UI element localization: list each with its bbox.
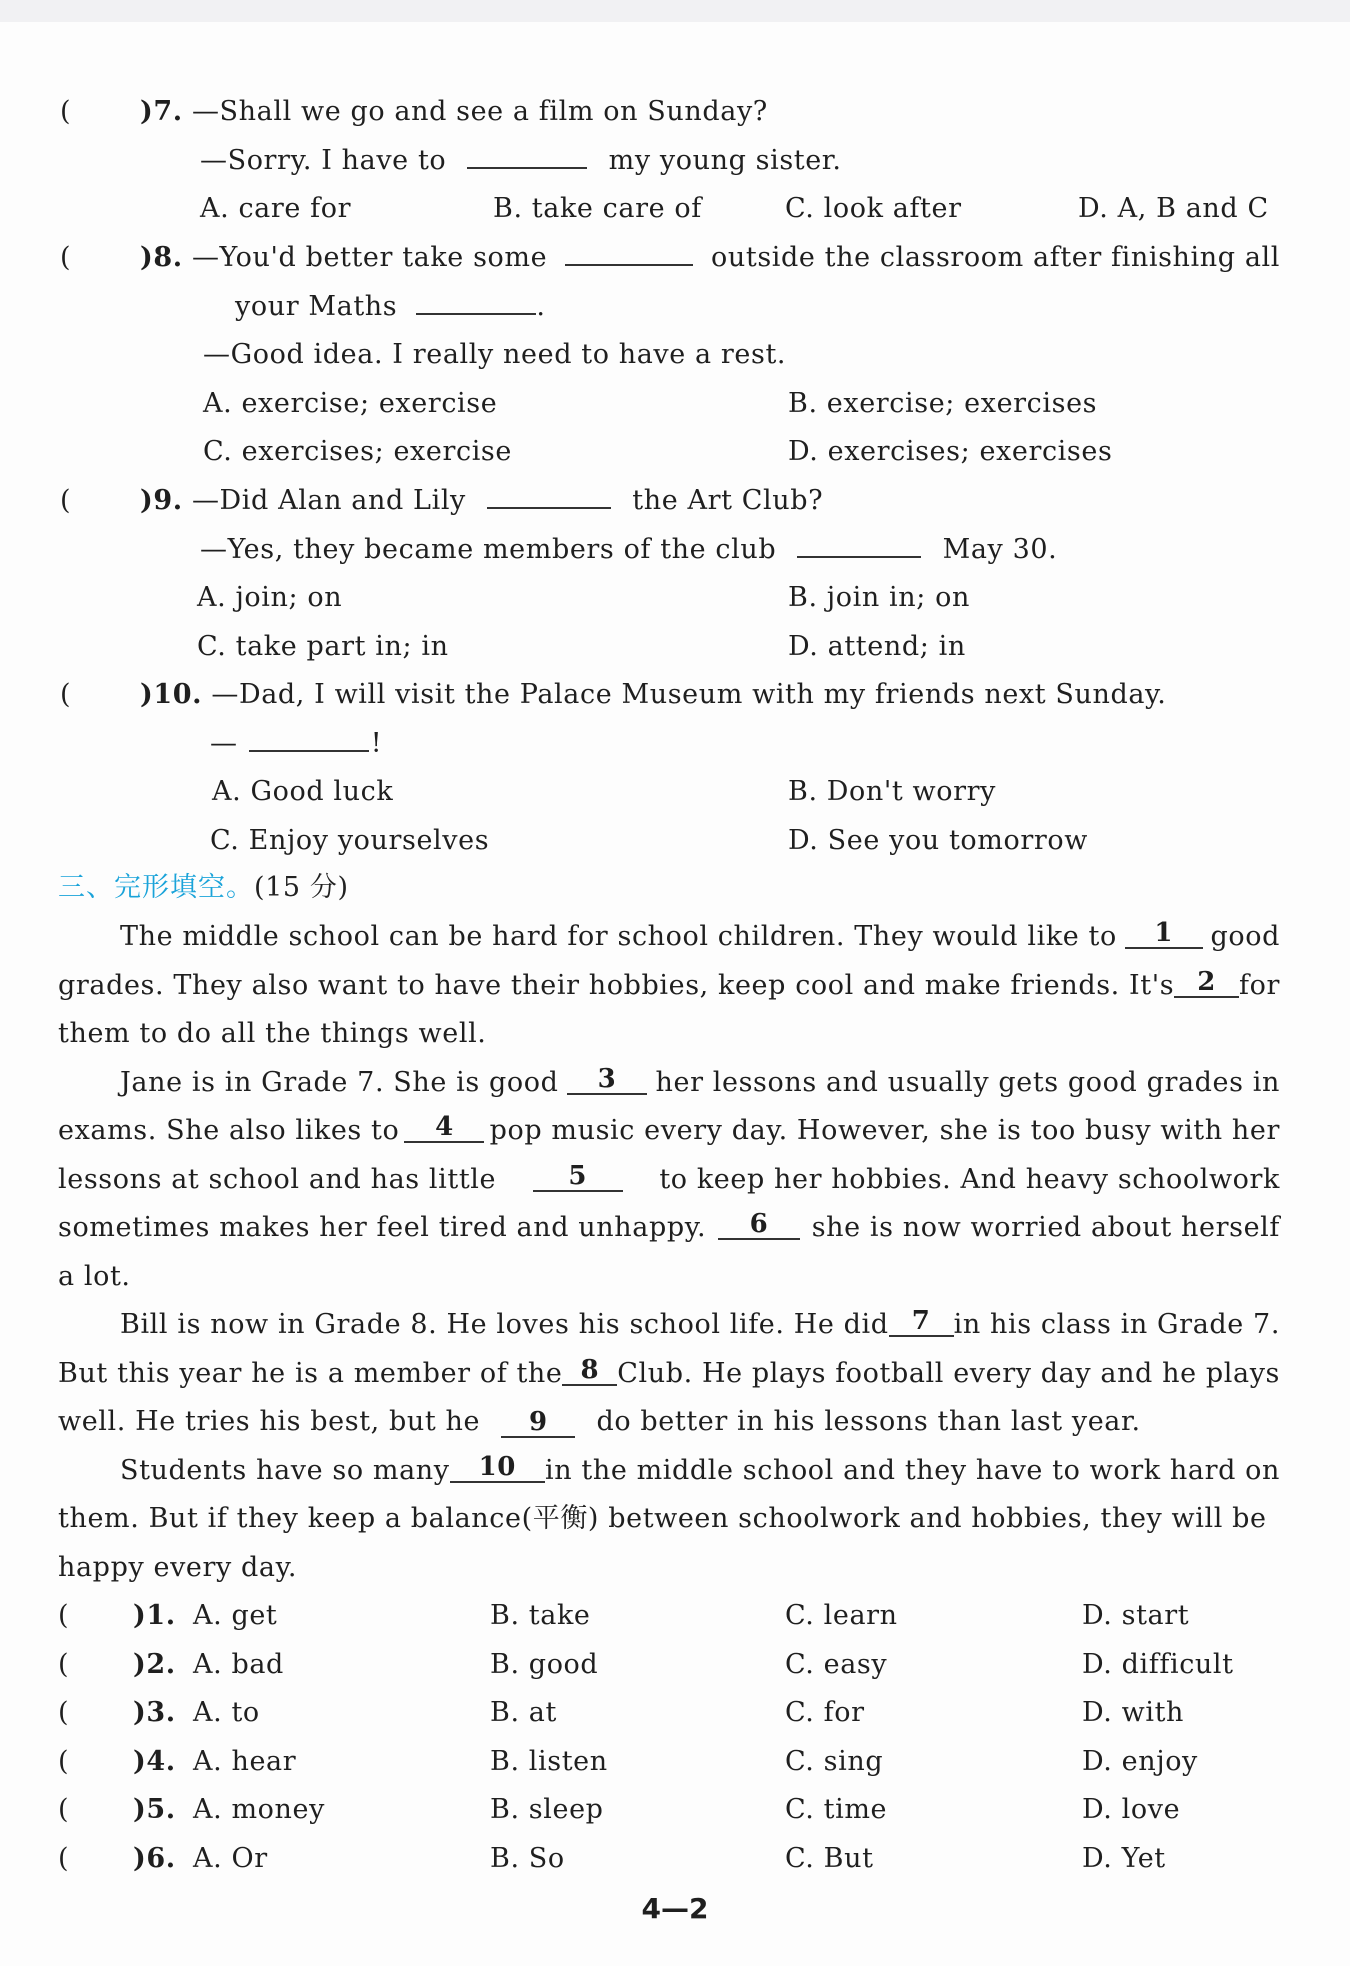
passage-line: [58, 1208, 1280, 1248]
option-d: D. love: [1082, 1794, 1181, 1825]
option-c: C. exercises; exercise: [203, 436, 512, 467]
answer-paren: (: [60, 96, 72, 127]
passage-text: sometimes makes her feel tired and unhappy.: [58, 1212, 707, 1243]
cloze-question-number: [133, 1693, 176, 1733]
option-c: C. learn: [785, 1600, 898, 1631]
answer-paren: (: [58, 1794, 70, 1825]
question-prompt: .: [536, 291, 546, 322]
passage-text: her lessons and usually gets good grades in: [655, 1067, 1280, 1098]
passage-line: happy every day.: [58, 1552, 298, 1583]
reply-text: !: [370, 728, 383, 759]
cloze-blank-2: 2: [1174, 966, 1239, 998]
passage-text: Club. He plays football every day and he plays: [617, 1358, 1280, 1389]
question-prompt: —You'd better take some: [191, 242, 548, 273]
answer-paren: (: [60, 242, 72, 273]
option-c: C. time: [785, 1794, 888, 1825]
cloze-question-number: [133, 1742, 176, 1782]
answer-paren: (: [58, 1697, 70, 1728]
cloze-blank-9: 9: [501, 1406, 575, 1438]
passage-text: for: [1239, 970, 1280, 1001]
question-8-reply: —Good idea. I really need to have a rest.: [203, 339, 787, 370]
reply-text: May 30.: [942, 534, 1058, 565]
question-prompt: the Art Club?: [632, 485, 824, 516]
option-d: D. difficult: [1082, 1649, 1234, 1680]
option-b: B. take care of: [493, 193, 702, 224]
question-number: )10.: [140, 679, 203, 710]
option-a: A. join; on: [197, 582, 343, 613]
option-b: B. join in; on: [788, 582, 970, 613]
option-a: A. Good luck: [212, 776, 394, 807]
passage-text: in the middle school and they have to work hard on: [544, 1455, 1280, 1486]
option-b: B. take: [490, 1600, 591, 1631]
passage-line: [120, 1305, 1280, 1345]
question-number: )4.: [133, 1746, 176, 1777]
cloze-question-number: [133, 1645, 176, 1685]
option-a: A. care for: [200, 193, 352, 224]
option-a: A. hear: [193, 1746, 297, 1777]
question-number: )3.: [133, 1697, 176, 1728]
question-number: )9.: [140, 485, 183, 516]
answer-blank: [487, 481, 611, 509]
option-a: A. exercise; exercise: [203, 388, 498, 419]
answer-paren: (: [58, 1746, 70, 1777]
passage-line: [120, 1063, 1280, 1103]
passage-text: pop music every day. However, she is too busy with her: [489, 1115, 1280, 1146]
option-c: C. for: [785, 1697, 865, 1728]
answer-blank: [249, 724, 369, 752]
passage-text: grades. They also want to have their hobbies, keep cool and make friends. It's: [58, 970, 1175, 1001]
question-7-reply: [200, 141, 842, 181]
reply-text: —: [210, 728, 238, 759]
passage-text: exams. She also likes to: [58, 1115, 400, 1146]
answer-blank: [565, 238, 693, 266]
option-d: D. with: [1082, 1697, 1185, 1728]
option-a: A. money: [193, 1794, 325, 1825]
question-number: )1.: [133, 1600, 176, 1631]
question-number: )7.: [140, 96, 183, 127]
passage-text: well. He tries his best, but he: [58, 1406, 481, 1437]
passage-line: [58, 1402, 1141, 1442]
passage-line: them to do all the things well.: [58, 1018, 487, 1049]
passage-text: The middle school can be hard for school children. They would like to: [120, 921, 1117, 952]
cloze-blank-10: 10: [450, 1451, 545, 1483]
cloze-blank-3: 3: [567, 1063, 647, 1095]
option-d: D. start: [1082, 1600, 1190, 1631]
option-c: C. But: [785, 1843, 874, 1874]
option-c: C. Enjoy yourselves: [210, 825, 490, 856]
option-a: A. to: [193, 1697, 260, 1728]
option-a: A. get: [193, 1600, 278, 1631]
reply-text: my young sister.: [608, 145, 842, 176]
question-number: )6.: [133, 1843, 176, 1874]
top-band: [0, 0, 1350, 22]
passage-line: [58, 1111, 1280, 1151]
question-prompt: —Dad, I will visit the Palace Museum with my friends next Sunday.: [211, 679, 1167, 710]
option-b: B. good: [490, 1649, 599, 1680]
cloze-question-number: [133, 1839, 176, 1879]
passage-text: she is now worried about herself: [811, 1212, 1280, 1243]
passage-line: [58, 1160, 1280, 1200]
question-10-reply: [210, 724, 382, 764]
passage-line: a lot.: [58, 1261, 131, 1292]
cloze-blank-8: 8: [562, 1354, 617, 1386]
option-b: B. Don't worry: [788, 776, 996, 807]
cloze-blank-4: 4: [404, 1111, 484, 1143]
cloze-blank-7: 7: [889, 1305, 954, 1337]
option-d: D. attend; in: [788, 631, 966, 662]
option-b: B. exercise; exercises: [788, 388, 1098, 419]
question-prompt: —Did Alan and Lily: [191, 485, 466, 516]
passage-line: [58, 966, 1280, 1006]
passage-text: Bill is now in Grade 8. He loves his school life. He did: [120, 1309, 889, 1340]
passage-text: Jane is in Grade 7. She is good: [120, 1067, 559, 1098]
section-heading: [58, 868, 349, 908]
section-points: (15 分): [254, 872, 349, 903]
passage-text: do better in his lessons than last year.: [596, 1406, 1141, 1437]
answer-paren: (: [60, 485, 72, 516]
answer-blank: [467, 141, 587, 169]
question-number: )8.: [140, 242, 183, 273]
question-number: )2.: [133, 1649, 176, 1680]
passage-text: lessons at school and has little: [58, 1164, 497, 1195]
question-9-reply: [200, 530, 1057, 570]
answer-paren: (: [58, 1649, 70, 1680]
passage-text: in his class in Grade 7.: [953, 1309, 1280, 1340]
option-c: C. easy: [785, 1649, 888, 1680]
reply-text: —Sorry. I have to: [200, 145, 447, 176]
option-c: C. take part in; in: [197, 631, 449, 662]
cloze-blank-6: 6: [718, 1208, 800, 1240]
passage-line: [120, 1451, 1280, 1491]
answer-blank: [416, 287, 536, 315]
question-9: [140, 481, 823, 521]
reply-text: —Yes, they became members of the club: [200, 534, 777, 565]
question-prompt: your Maths: [235, 291, 398, 322]
option-c: C. sing: [785, 1746, 884, 1777]
option-b: B. So: [490, 1843, 565, 1874]
question-prompt: —Shall we go and see a film on Sunday?: [191, 96, 768, 127]
passage-text: good: [1210, 921, 1280, 952]
passage-text: Students have so many: [120, 1455, 450, 1486]
passage-line: [58, 1354, 1280, 1394]
answer-paren: (: [58, 1843, 70, 1874]
cloze-blank-5: 5: [533, 1160, 623, 1192]
question-prompt: outside the classroom after finishing all: [711, 242, 1280, 273]
answer-paren: (: [58, 1600, 70, 1631]
option-b: B. at: [490, 1697, 557, 1728]
passage-text: to keep her hobbies. And heavy schoolwork: [659, 1164, 1280, 1195]
question-8-cont: [235, 287, 546, 327]
option-d: D. See you tomorrow: [788, 825, 1088, 856]
option-b: B. sleep: [490, 1794, 604, 1825]
question-number: )5.: [133, 1794, 176, 1825]
passage-line: them. But if they keep a balance(平衡) between schoolwork and hobbies, they will be: [58, 1503, 1267, 1534]
option-d: D. A, B and C: [1078, 193, 1269, 224]
answer-blank: [797, 530, 921, 558]
cloze-question-number: [133, 1596, 176, 1636]
question-10: [140, 675, 1166, 715]
option-c: C. look after: [785, 193, 962, 224]
option-d: D. enjoy: [1082, 1746, 1198, 1777]
option-b: B. listen: [490, 1746, 608, 1777]
passage-line: [120, 917, 1280, 957]
cloze-question-number: [133, 1790, 176, 1830]
option-d: D. Yet: [1082, 1843, 1166, 1874]
page-number: 4—2: [641, 1892, 709, 1925]
section-title: 三、完形填空。: [58, 872, 254, 903]
question-7: [140, 92, 768, 132]
option-a: A. bad: [193, 1649, 284, 1680]
cloze-blank-1: 1: [1125, 917, 1203, 949]
option-d: D. exercises; exercises: [788, 436, 1113, 467]
question-8: [140, 238, 1280, 278]
answer-paren: (: [60, 679, 72, 710]
passage-text: But this year he is a member of the: [58, 1358, 563, 1389]
option-a: A. Or: [193, 1843, 268, 1874]
